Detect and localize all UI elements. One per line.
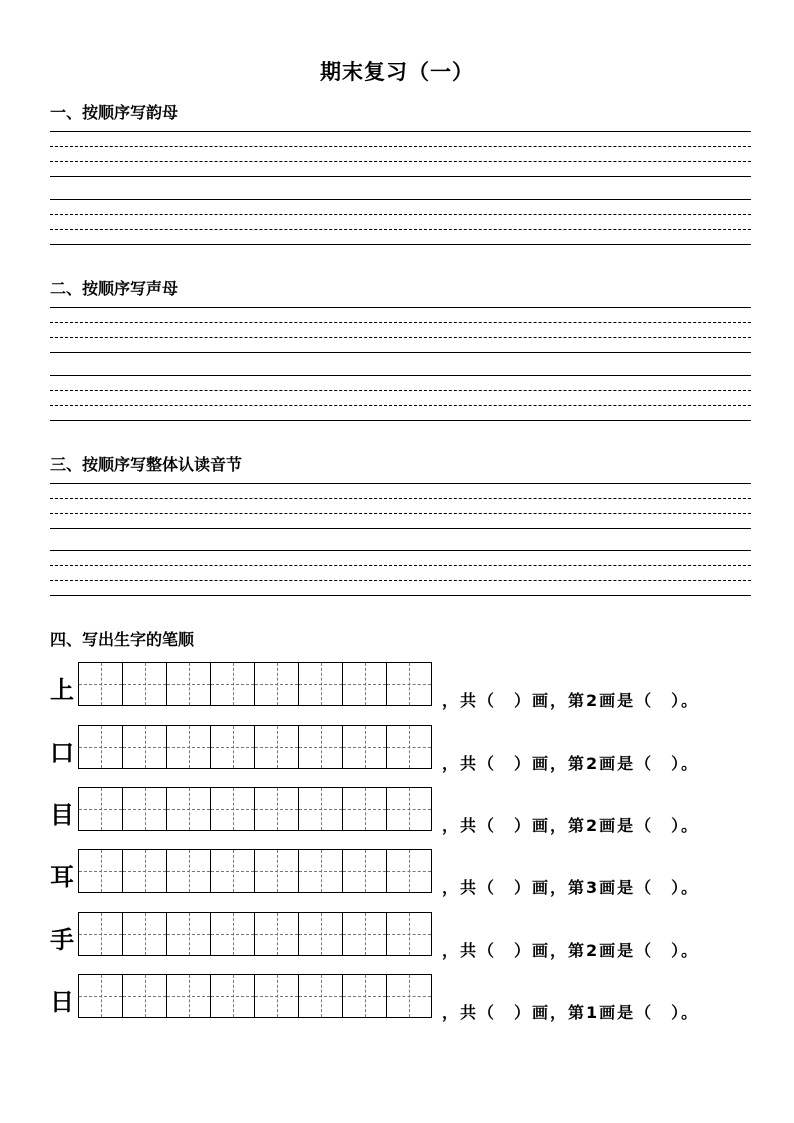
- bottom-line: [50, 528, 751, 529]
- tianzige-grid[interactable]: [78, 974, 432, 1018]
- stroke-row: [50, 849, 770, 897]
- grid-cell[interactable]: [79, 726, 123, 768]
- grid-cell[interactable]: [255, 913, 299, 955]
- dashed-line: [50, 146, 751, 147]
- tianzige-grid[interactable]: [78, 849, 432, 893]
- grid-cell[interactable]: [343, 975, 387, 1017]
- grid-cell[interactable]: [211, 726, 255, 768]
- grid-cell[interactable]: [343, 913, 387, 955]
- grid-cell[interactable]: [123, 975, 167, 1017]
- dashed-line: [50, 229, 751, 230]
- grid-cell[interactable]: [343, 788, 387, 830]
- grid-cell[interactable]: [387, 663, 431, 705]
- grid-cell[interactable]: [79, 850, 123, 892]
- dashed-line: [50, 322, 751, 323]
- pinyin-writing-lines[interactable]: [50, 307, 751, 352]
- pinyin-writing-lines[interactable]: [50, 199, 751, 244]
- grid-cell[interactable]: [79, 913, 123, 955]
- grid-cell[interactable]: [79, 663, 123, 705]
- grid-cell[interactable]: [299, 975, 343, 1017]
- grid-cell[interactable]: [123, 913, 167, 955]
- grid-cell[interactable]: [255, 788, 299, 830]
- tianzige-grid[interactable]: [78, 725, 432, 769]
- grid-cell[interactable]: [255, 850, 299, 892]
- character: 口: [50, 738, 74, 767]
- top-line: [50, 550, 751, 551]
- grid-cell[interactable]: [123, 726, 167, 768]
- grid-cell[interactable]: [255, 726, 299, 768]
- pinyin-writing-lines[interactable]: [50, 131, 751, 176]
- tianzige-grid[interactable]: [78, 912, 432, 956]
- stroke-row: [50, 912, 770, 960]
- grid-cell[interactable]: [211, 975, 255, 1017]
- section-heading-finals: 一、按顺序写韵母: [50, 103, 179, 122]
- grid-cell[interactable]: [167, 726, 211, 768]
- tianzige-grid[interactable]: [78, 787, 432, 831]
- page-title: 期末复习（一）: [320, 60, 474, 84]
- grid-cell[interactable]: [211, 850, 255, 892]
- pinyin-writing-lines[interactable]: [50, 483, 751, 528]
- grid-cell[interactable]: [211, 913, 255, 955]
- stroke-question: ，共（ ）画，第1画是（ ）。: [442, 1003, 700, 1022]
- character: 手: [50, 925, 74, 954]
- section-heading-initials: 二、按顺序写声母: [50, 279, 179, 298]
- stroke-question: ，共（ ）画，第2画是（ ）。: [442, 754, 700, 773]
- section-heading-whole-syllables: 三、按顺序写整体认读音节: [50, 455, 243, 474]
- grid-cell[interactable]: [123, 788, 167, 830]
- grid-cell[interactable]: [167, 663, 211, 705]
- grid-cell[interactable]: [123, 850, 167, 892]
- grid-cell[interactable]: [255, 663, 299, 705]
- dashed-line: [50, 565, 751, 566]
- stroke-question: ，共（ ）画，第2画是（ ）。: [442, 691, 700, 710]
- stroke-row: [50, 725, 770, 773]
- grid-cell[interactable]: [79, 788, 123, 830]
- grid-cell[interactable]: [387, 788, 431, 830]
- grid-cell[interactable]: [167, 913, 211, 955]
- grid-cell[interactable]: [343, 663, 387, 705]
- grid-cell[interactable]: [299, 913, 343, 955]
- bottom-line: [50, 595, 751, 596]
- grid-cell[interactable]: [211, 663, 255, 705]
- dashed-line: [50, 390, 751, 391]
- grid-cell[interactable]: [387, 975, 431, 1017]
- stroke-row: [50, 974, 770, 1022]
- stroke-row: [50, 662, 770, 710]
- pinyin-writing-lines[interactable]: [50, 550, 751, 595]
- grid-cell[interactable]: [211, 788, 255, 830]
- grid-cell[interactable]: [255, 975, 299, 1017]
- dashed-line: [50, 405, 751, 406]
- bottom-line: [50, 244, 751, 245]
- grid-cell[interactable]: [343, 726, 387, 768]
- dashed-line: [50, 337, 751, 338]
- stroke-question: ，共（ ）画，第2画是（ ）。: [442, 941, 700, 960]
- stroke-question: ，共（ ）画，第2画是（ ）。: [442, 816, 700, 835]
- top-line: [50, 483, 751, 484]
- grid-cell[interactable]: [299, 850, 343, 892]
- character: 日: [50, 987, 74, 1016]
- bottom-line: [50, 352, 751, 353]
- section-heading-stroke-order: 四、写出生字的笔顺: [50, 630, 195, 649]
- dashed-line: [50, 161, 751, 162]
- stroke-question: ，共（ ）画，第3画是（ ）。: [442, 878, 700, 897]
- grid-cell[interactable]: [387, 726, 431, 768]
- top-line: [50, 199, 751, 200]
- dashed-line: [50, 580, 751, 581]
- grid-cell[interactable]: [167, 788, 211, 830]
- top-line: [50, 131, 751, 132]
- grid-cell[interactable]: [387, 913, 431, 955]
- grid-cell[interactable]: [299, 726, 343, 768]
- character: 上: [50, 675, 74, 704]
- top-line: [50, 375, 751, 376]
- pinyin-writing-lines[interactable]: [50, 375, 751, 420]
- grid-cell[interactable]: [343, 850, 387, 892]
- stroke-row: [50, 787, 770, 835]
- grid-cell[interactable]: [79, 975, 123, 1017]
- grid-cell[interactable]: [299, 788, 343, 830]
- grid-cell[interactable]: [123, 663, 167, 705]
- character: 目: [50, 800, 74, 829]
- dashed-line: [50, 513, 751, 514]
- bottom-line: [50, 176, 751, 177]
- dashed-line: [50, 498, 751, 499]
- character: 耳: [50, 862, 74, 891]
- grid-cell[interactable]: [167, 850, 211, 892]
- tianzige-grid[interactable]: [78, 662, 432, 706]
- top-line: [50, 307, 751, 308]
- bottom-line: [50, 420, 751, 421]
- grid-cell[interactable]: [299, 663, 343, 705]
- grid-cell[interactable]: [167, 975, 211, 1017]
- dashed-line: [50, 214, 751, 215]
- grid-cell[interactable]: [387, 850, 431, 892]
